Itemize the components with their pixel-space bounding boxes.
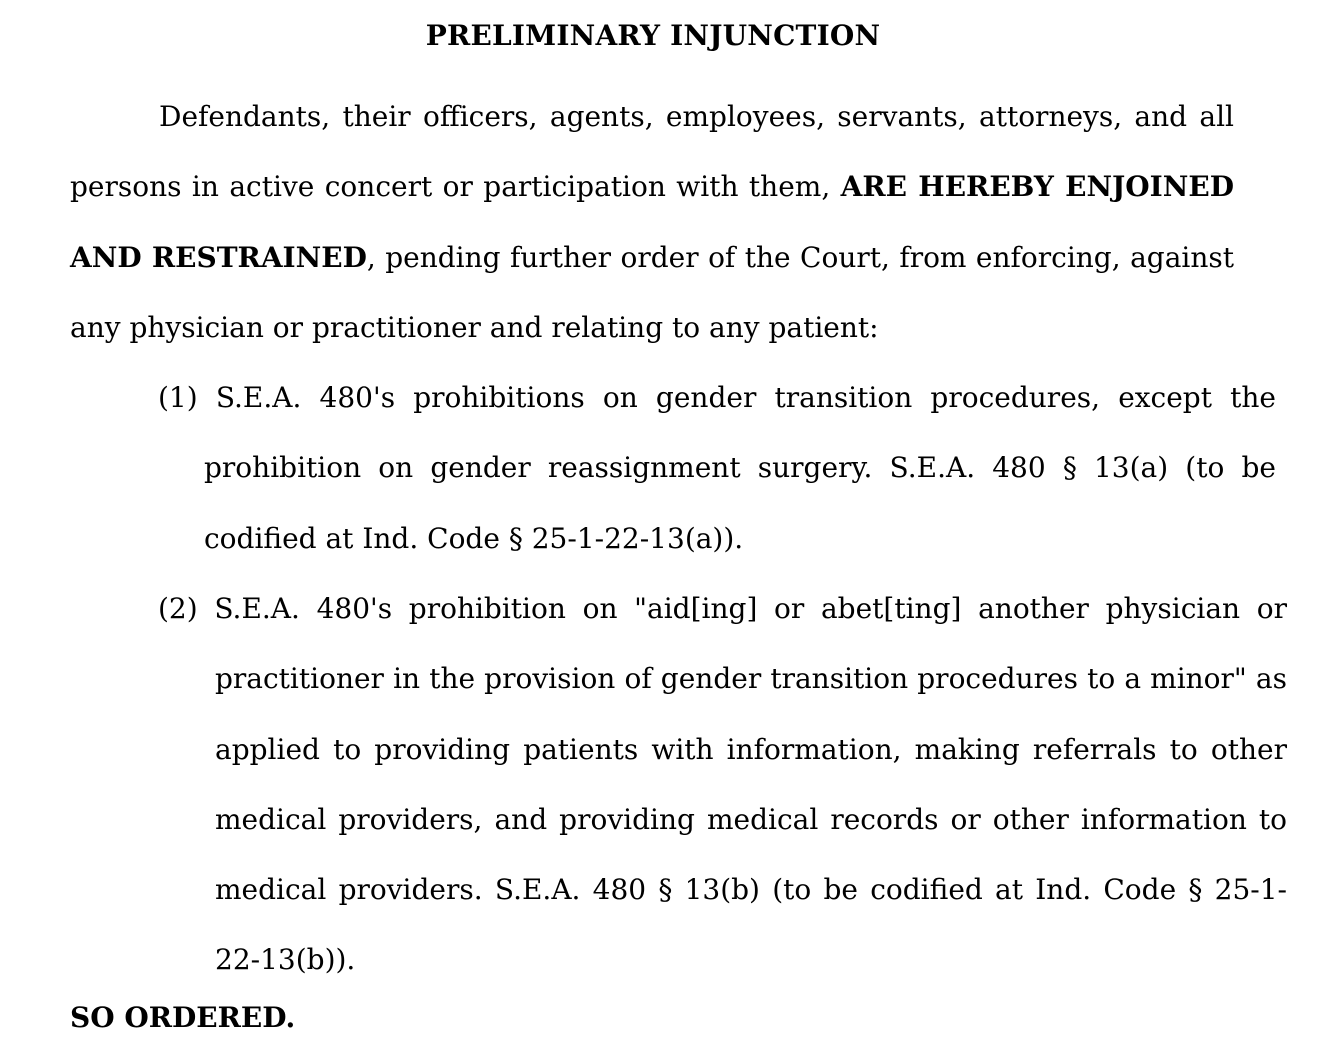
item-text: S.E.A. 480's prohibition on "aid[ing] or abet[ting] another physician or practitioner in the provision of gender transition procedures to a minor" as applied to providing patients with information, making referrals to other medical providers, and providing medical records or other information to medical providers. S.E.A. 480 § 13(b) (to be codified at Ind. Code § 25-1-22-13(b)). xyxy=(214,592,1287,977)
list-item xyxy=(158,574,1287,996)
so-ordered-closing: SO ORDERED. xyxy=(70,1001,296,1034)
injunction-paragraph xyxy=(70,82,1234,363)
document-title: PRELIMINARY INJUNCTION xyxy=(425,19,881,52)
intro-text-part2: , pending further order of the Court, from enforcing, against any physician or practitioner and relating to any patient: xyxy=(70,240,1234,344)
item-text: S.E.A. 480's prohibitions on gender transition procedures, except the prohibition on gender reassignment surgery. S.E.A. 480 § 13(a) (to be codified at Ind. Code § 25-1-22-13(a)). xyxy=(204,381,1276,555)
list-item xyxy=(158,363,1276,574)
intro-bold-text: ARE HEREBY ENJOINED AND RESTRAINED xyxy=(70,170,1234,274)
item-number: (1) xyxy=(158,381,198,414)
item-number: (2) xyxy=(158,592,198,625)
intro-text-part1: Defendants, their officers, agents, employees, servants, attorneys, and all persons in active concert or participation with them, xyxy=(70,100,1234,204)
